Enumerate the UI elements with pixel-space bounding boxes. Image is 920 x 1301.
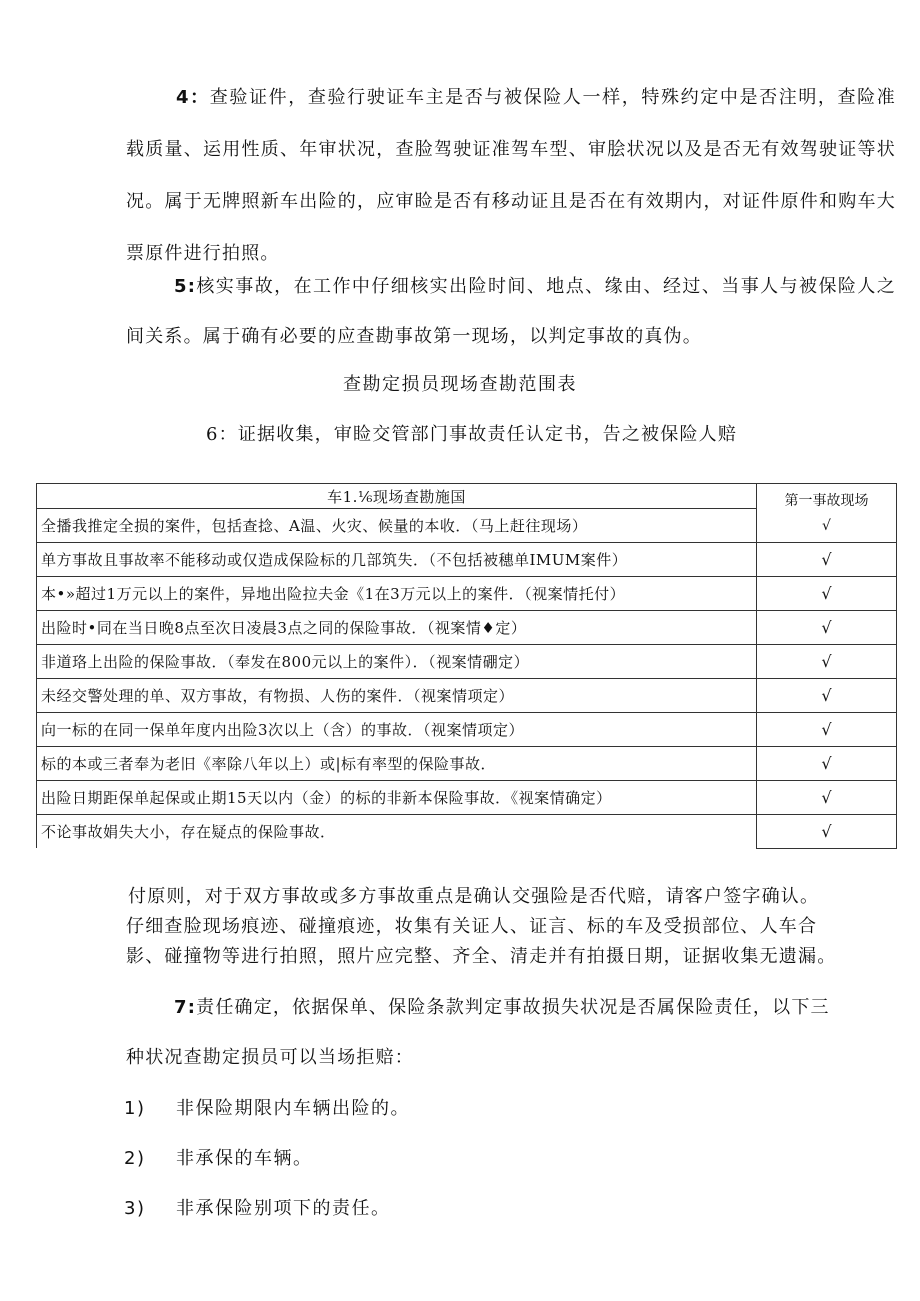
table-row-text: 向一标的在同一保单年度内出险3次以上（含）的事故．（视案情项定） (37, 713, 757, 747)
list-item-number: 2) (124, 1148, 146, 1169)
table-title: 查勘定损员现场查勘范围表 (343, 374, 577, 395)
check-mark: √ (757, 815, 897, 849)
table-row (37, 611, 897, 645)
table-row-text: 不论事故娟失大小，存在疑点的保险事故． (37, 815, 757, 849)
paragraph-4-number: 4： (176, 87, 210, 108)
paragraph-6-line-4: 影、碰撞物等进行拍照，照片应完整、齐全、清走并有拍摄日期，证据收集无遗漏。 (126, 946, 837, 967)
paragraph-5-number: 5: (174, 276, 197, 297)
paragraph-5-text: 核实事故，在工作中仔细核实出险时间、地点、缘由、经过、当事人与被保险人之间关系。属于确有必要的应查勘事故第一现场，以判定事故的真伪。 (126, 276, 896, 347)
paragraph-7-number: 7: (174, 997, 197, 1018)
paragraph-6-line-2: 付原则，对于双方事故或多方事故重点是确认交强险是否代赔，请客户签字确认。 (128, 886, 820, 907)
table-header-left: 车1.⅙现场查勘施国 (37, 484, 757, 509)
table-row (37, 747, 897, 781)
table-row-text: 未经交警处理的单、双方事故，有物损、人伤的案件．（视案情项定） (37, 679, 757, 713)
scope-table (36, 483, 897, 849)
list-item-text: 非承保的车辆。 (176, 1148, 313, 1169)
list-item-number: 1) (124, 1098, 146, 1119)
check-mark: √ (757, 577, 897, 611)
paragraph-7-line-2: 种状况查勘定损员可以当场拒赔： (126, 1047, 414, 1068)
list-item (124, 1144, 313, 1170)
check-mark: √ (757, 645, 897, 679)
table-row-text: 非道珞上出险的保险事故．（奉发在800元以上的案件）．（视案情硼定） (37, 645, 757, 679)
table-row-text: 本•»超过1万元以上的案件，异地出险拉夫金《1在3万元以上的案件．（视案情托付） (37, 577, 757, 611)
paragraph-5 (126, 262, 896, 362)
list-item-text: 非承保险别项下的责任。 (176, 1198, 391, 1219)
table-header-right (757, 484, 897, 543)
check-mark: √ (757, 611, 897, 645)
paragraph-4-text: 查验证件，查验行驶证车主是否与被保险人一样，特殊约定中是否注明，查险准载质量、运用性质、年审状况，查脸驾驶证准驾车型、审脍状况以及是否无有效驾驶证等状况。属于无牌照新车出险的，应审睑是否有移动证且是否在有效期内，对证件原件和购车大票原件进行拍照。 (126, 87, 896, 264)
table-row (37, 679, 897, 713)
paragraph-4 (126, 72, 896, 280)
table-row (37, 713, 897, 747)
list-item (124, 1094, 410, 1120)
table-header-right-label: 第一事故现场 (784, 493, 869, 509)
table-row-text: 单方事故且事故率不能移动或仅造成保险标的几部筑失．（不包括被穗单IMUM案件） (37, 543, 757, 577)
table-row (37, 577, 897, 611)
table-row-text: 出险日期距保单起保或止期15天以内（金）的标的非新本保险事故．《视案情确定） (37, 781, 757, 815)
paragraph-6-first-line: 6：证据收集，审睑交管部门事故责任认定书，告之被保险人赔 (206, 424, 738, 445)
list-item-number: 3) (124, 1198, 146, 1219)
check-mark: √ (757, 713, 897, 747)
paragraph-7-text: 责任确定，依据保单、保险条款判定事故损失状况是否属保险责任，以下三 (196, 997, 830, 1018)
check-mark: √ (822, 518, 831, 534)
table-row (37, 781, 897, 815)
table-header-row (37, 484, 897, 509)
table-row-text: 全播我推定全损的案件，包括查捻、A温、火灾、候量的本收．（马上赶往现场） (37, 509, 757, 543)
table-row (37, 815, 897, 849)
check-mark: √ (757, 543, 897, 577)
check-mark: √ (757, 679, 897, 713)
check-mark: √ (757, 747, 897, 781)
paragraph-6-line-3: 仔细查脸现场痕迹、碰撞痕迹，妆集有关证人、证言、标的车及受损部位、人车合 (126, 916, 818, 937)
table-row (37, 543, 897, 577)
check-mark: √ (757, 781, 897, 815)
table-row (37, 645, 897, 679)
list-item (124, 1194, 391, 1220)
table-row-text: 标的本或三者奉为老旧《率除八年以上）或|标有率型的保险事故． (37, 747, 757, 781)
table-row-text: 出险时•同在当日晚8点至次日凌晨3点之同的保险事故．（视案情♦定） (37, 611, 757, 645)
list-item-text: 非保险期限内车辆出险的。 (176, 1098, 410, 1119)
paragraph-7-line-1 (174, 993, 830, 1019)
